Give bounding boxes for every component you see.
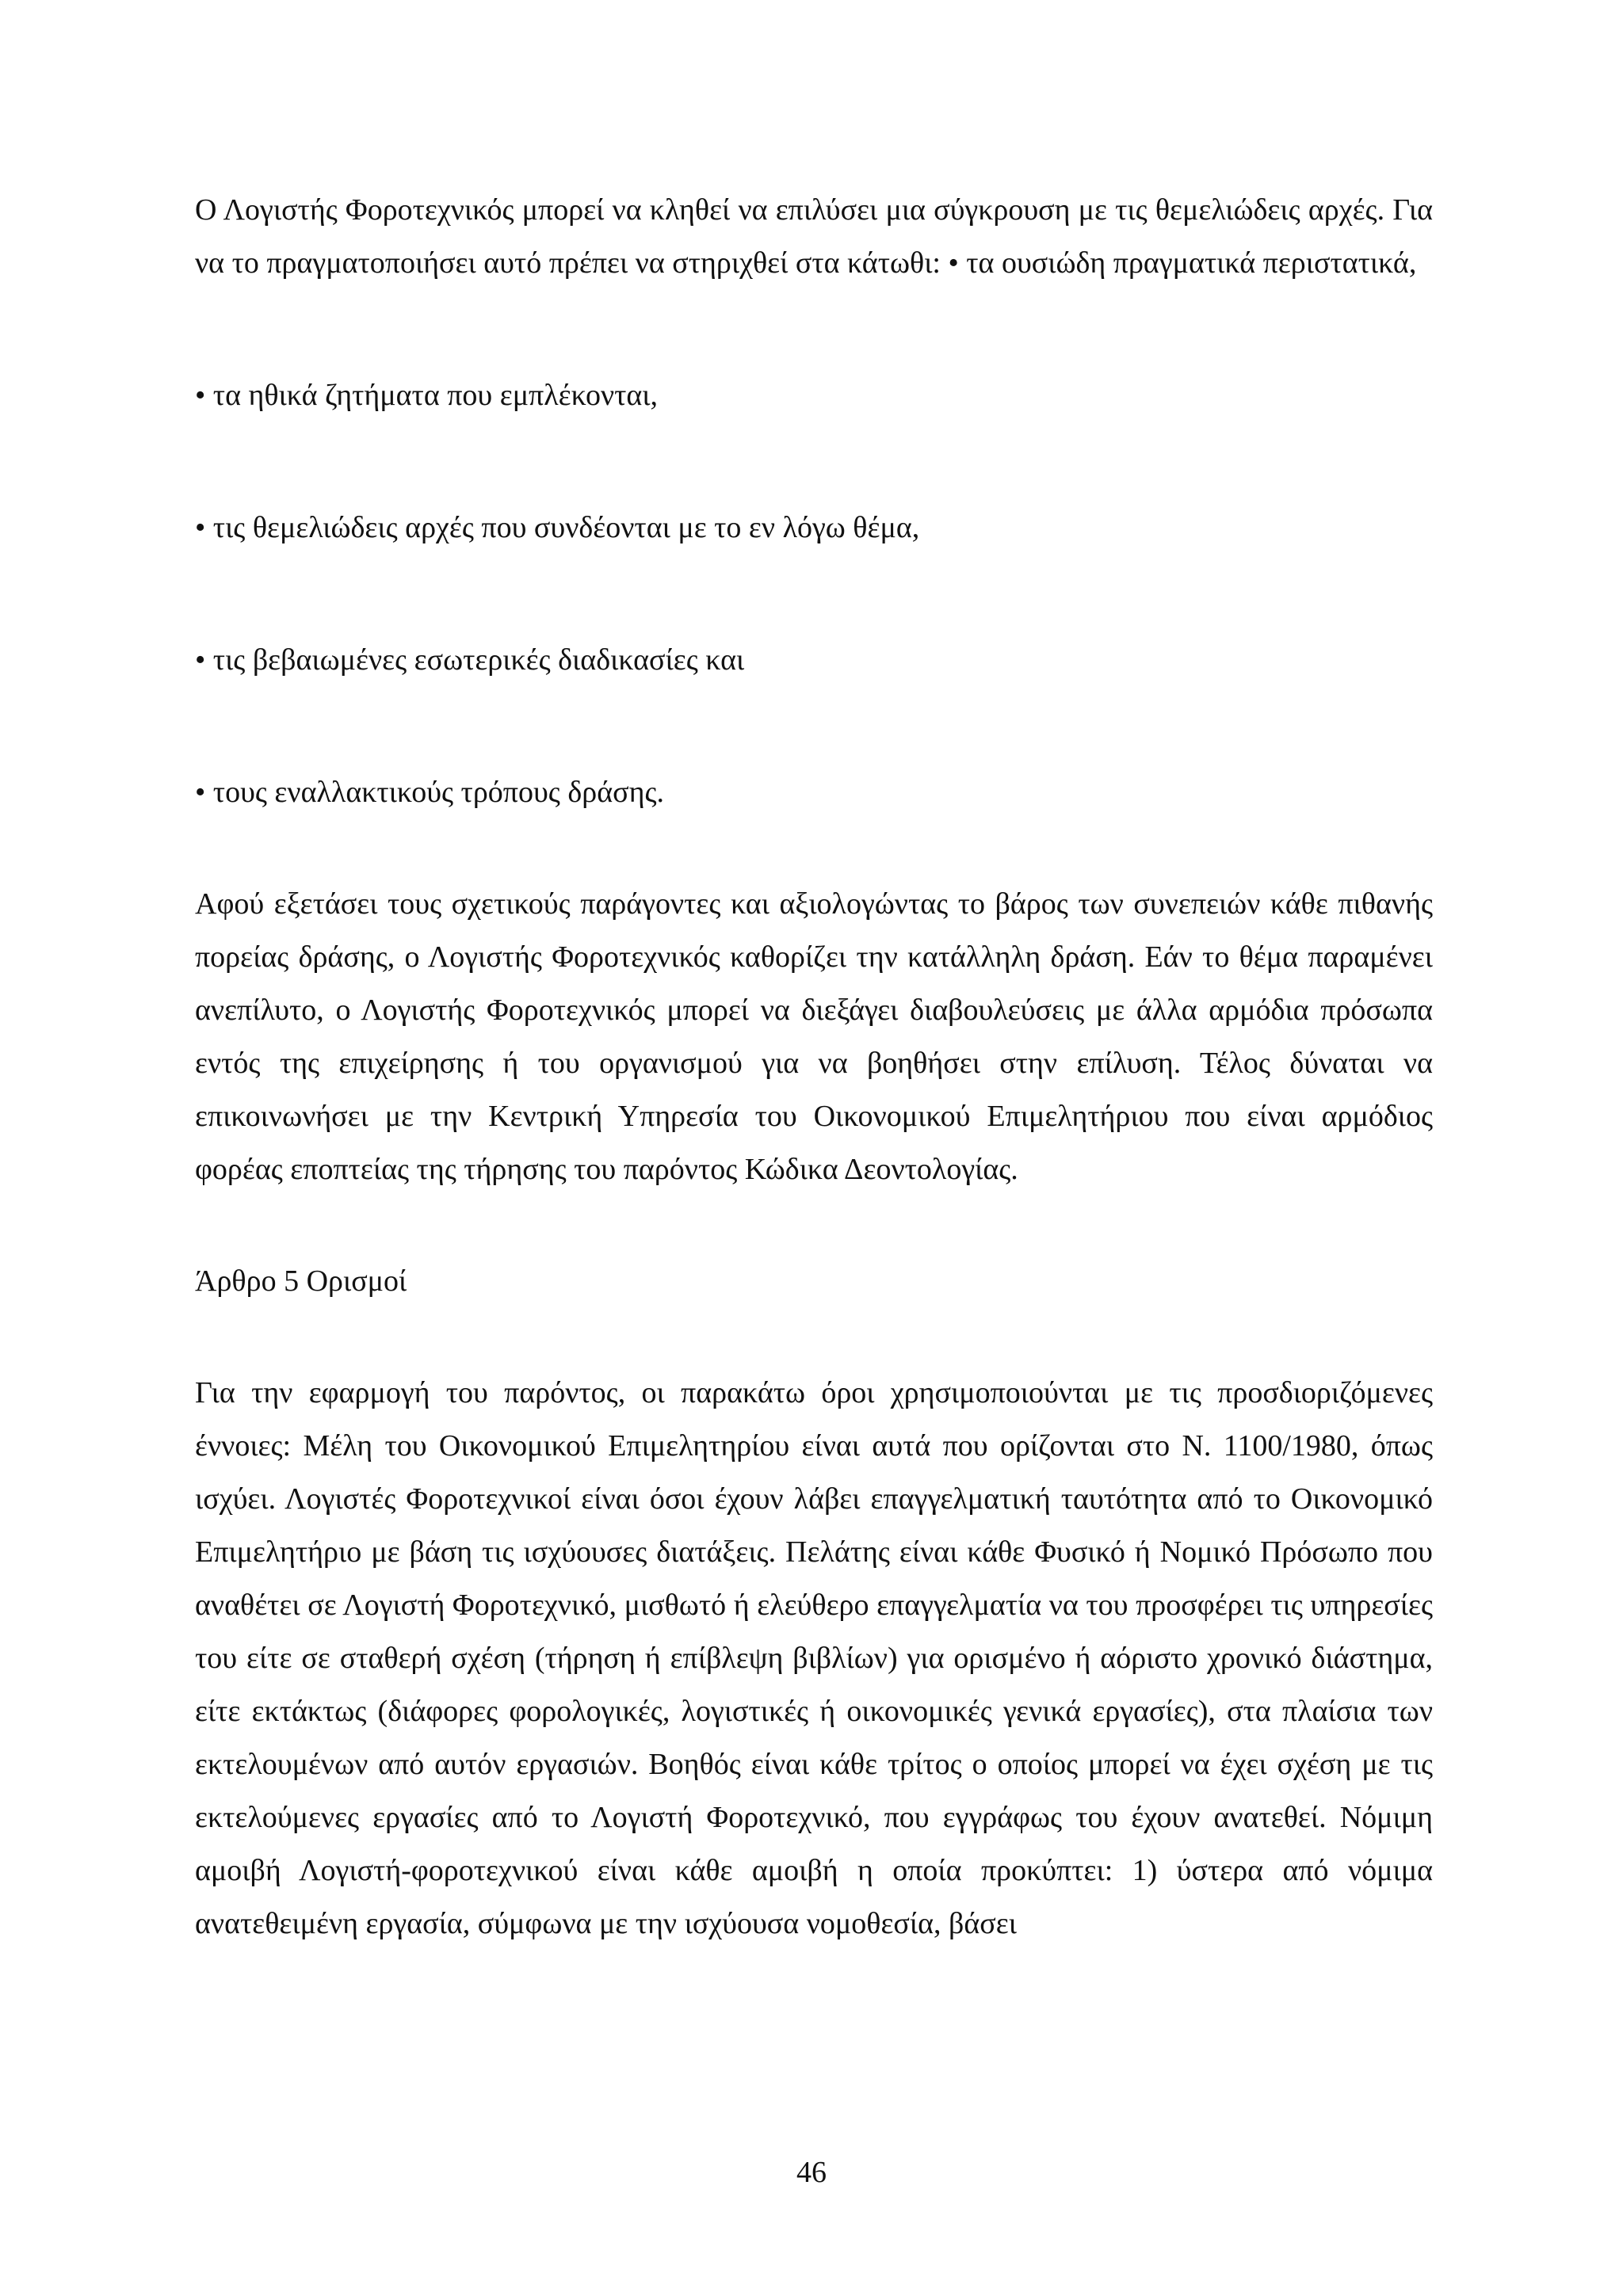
page-number: 46 bbox=[796, 2156, 827, 2189]
bullet-item-alternative-actions: • τους εναλλακτικούς τρόπους δράσης. bbox=[195, 776, 665, 809]
bullet-item-fundamental-principles: • τις θεμελιώδεις αρχές που συνδέονται με το εν λόγω θέμα, bbox=[195, 511, 920, 544]
bullet-item-ethical-issues: • τα ηθικά ζητήματα που εμπλέκονται, bbox=[195, 379, 659, 412]
page-body bbox=[195, 184, 1433, 1951]
article-heading: Άρθρο 5 Ορισμοί bbox=[195, 1264, 407, 1298]
intro-paragraph: Ο Λογιστής Φοροτεχνικός μπορεί να κληθεί να επιλύσει μια σύγκρουση με τις θεμελιώδεις αρχές. Για να το πραγματοποιήσει αυτό πρέπει να στηριχθεί στα κάτωθι: • τα ουσιώδη πραγματικά περιστατικά, bbox=[195, 193, 1433, 280]
bullet-item-internal-procedures: • τις βεβαιωμένες εσωτερικές διαδικασίες και bbox=[195, 643, 745, 677]
definitions-paragraph: Για την εφαρμογή του παρόντος, οι παρακάτω όροι χρησιμοποιούνται με τις προσδιοριζόμενες έννοιες: Μέλη του Οικονομικού Επιμελητηρίου είναι αυτά που ορίζονται στο Ν. 1100/1980, όπως ισχύει. Λογιστές Φοροτεχνικοί είναι όσοι έχουν λάβει επαγγελματική ταυτότητα από το Οικονομικό Επιμελητήριο με βάση τις ισχύουσες διατάξεις. Πελάτης είναι κάθε Φυσικό ή Νομικό Πρόσωπο που αναθέτει σε Λογιστή Φοροτεχνικό, μισθωτό ή ελεύθερο επαγγελματία να του προσφέρει τις υπηρεσίες του είτε σε σταθερή σχέση (τήρηση ή επίβλεψη βιβλίων) για ορισμένο ή αόριστο χρονικό διάστημα, είτε εκτάκτως (διάφορες φορολογικές, λογιστικές ή οικονομικές γενικά εργασίες), στα πλαίσια των εκτελουμένων από αυτόν εργασιών. Βοηθός είναι κάθε τρίτος ο οποίος μπορεί να έχει σχέση με τις εκτελούμενες εργασίες από το Λογιστή Φοροτεχνικό, που εγγράφως του έχουν ανατεθεί. Νόμιμη αμοιβή Λογιστή-φοροτεχνικού είναι κάθε αμοιβή η οποία προκύπτει: 1) ύστερα από νόμιμα ανατεθειμένη εργασία, σύμφωνα με την ισχύουσα νομοθεσία, βάσει bbox=[195, 1376, 1433, 1940]
consideration-paragraph: Αφού εξετάσει τους σχετικούς παράγοντες και αξιολογώντας το βάρος των συνεπειών κάθε πιθανής πορείας δράσης, ο Λογιστής Φοροτεχνικός καθορίζει την κατάλληλη δράση. Εάν το θέμα παραμένει ανεπίλυτο, ο Λογιστής Φοροτεχνικός μπορεί να διεξάγει διαβουλεύσεις με άλλα αρμόδια πρόσωπα εντός της επιχείρησης ή του οργανισμού για να βοηθήσει στην επίλυση. Τέλος δύναται να επικοινωνήσει με την Κεντρική Υπηρεσία του Οικονομικού Επιμελητήριου που είναι αρμόδιος φορέας εποπτείας της τήρησης του παρόντος Κώδικα Δεοντολογίας. bbox=[195, 887, 1433, 1186]
